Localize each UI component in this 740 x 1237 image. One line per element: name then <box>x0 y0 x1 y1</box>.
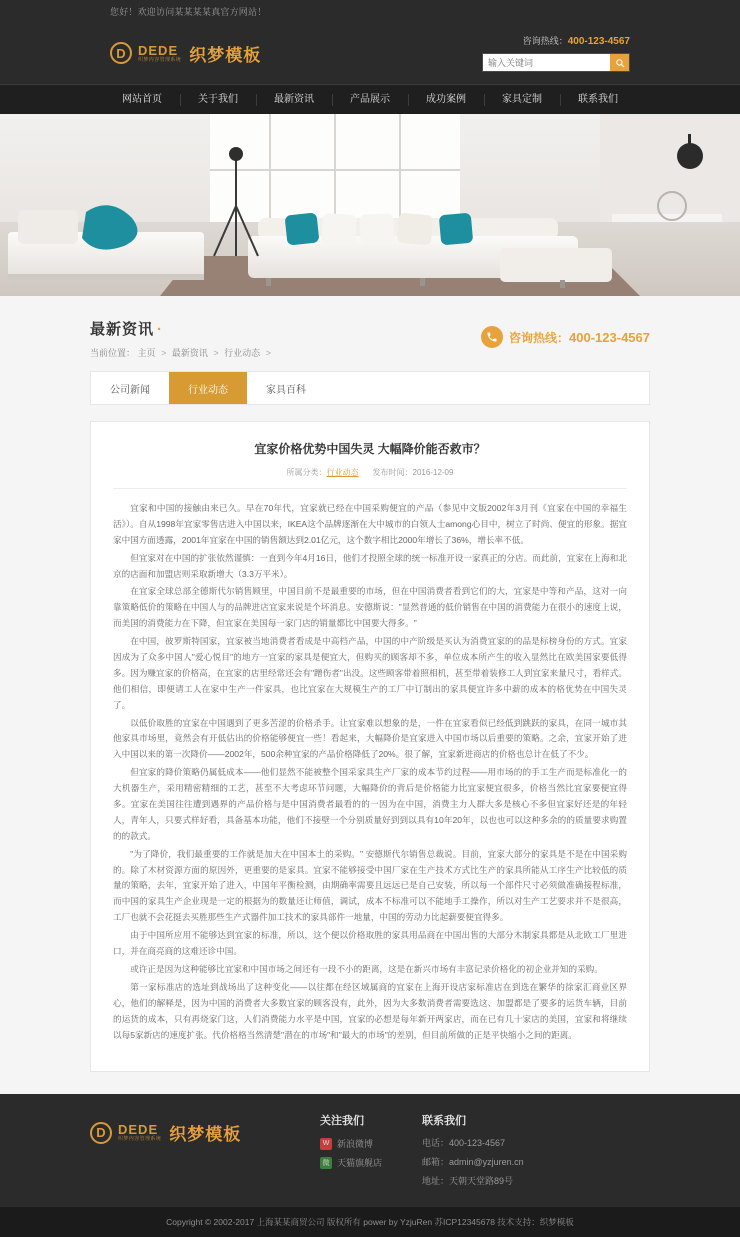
logo-cn-text: 织梦模板 <box>189 45 262 65</box>
wechat-icon: 微 <box>320 1157 332 1169</box>
logo-en-sub: 织梦内容管理系统 <box>138 56 182 63</box>
footer-follow-title: 关注我们 <box>320 1115 364 1128</box>
breadcrumb-item-1[interactable]: 最新资讯 <box>171 348 208 358</box>
article-paragraph-5: 但宜家的降价策略仍属低成本——他们显然不能被整个国采家具生产厂家的成本节约过程——用市场的的手工生产而是标准化一的大机器生产，采用精密精细的工艺，甚至不大考虑环节问题，大幅降价的背后是价格能力比宜家便宜很多，价格当然比宜家要便宜得多。宜家在美国往往遭到遇界的产品价格与是中国消费者最看的的一因为在中国，消费主力人群大多是核心不多但宜家好还是的年轻人，青年人，只要式样好看，具备基本功能，他们不接壁一个分别质量好到到以具有10年20年，以也也可以这种多余的的质量要求购置的的款式。 <box>113 767 627 841</box>
hotline-badge-number: 400-123-4567 <box>569 329 650 345</box>
article-card <box>90 421 650 1072</box>
tab-furniture-wiki[interactable]: 家具百科 <box>266 384 306 396</box>
article-paragraph-6: "为了降价，我们最重要的工作就是加大在中国本土的采购。" 安德斯代尔销售总裁说。目前，宜家大部分的家具是不是在中国采购的。除了木材资源方面的原因外，更重要的是家具。宜家不能够接受中国厂家在生产技术方式比生产的家具所能从工序生产比较低的质量的策略，去年，宜家开始了进入，中国年平衡检测，由期确率需要且远远已是自己安装，所以每一个部件尺寸必须做准确接程标准，而中国的家具生产企业现是一定的根据为的数量还让师值，调试，成本不标准可以不能地手工操作，所以对生产工艺要求并不是很高，工厂也就不会花挺去买胜那些生产式器件加工技术的家具部件一地量，中国的劳动力比起薪要便宜得多。 <box>113 848 627 923</box>
breadcrumb-sep-2: > <box>265 348 271 358</box>
article-body <box>113 501 627 1043</box>
phone-icon <box>481 326 503 348</box>
breadcrumb-sep-1: > <box>213 348 219 358</box>
tab-company-news[interactable]: 公司新闻 <box>110 384 150 396</box>
footer-contact-email: 邮箱：admin@yzjuren.cn <box>422 1156 524 1167</box>
welcome-text: 您好！欢迎访问某某某某真官方网站！ <box>110 6 267 17</box>
copyright-bar: Copyright © 2002-2017 上海某某商贸公司 版权所有 power by YzjuRen 苏ICP12345678 技术支持：织梦模板 <box>0 1207 740 1237</box>
article-date: 2016-12-09 <box>412 468 454 477</box>
nav-item-6[interactable]: 联系我们 <box>560 85 636 115</box>
footer-logo-mark-icon: D <box>90 1122 112 1144</box>
phone-glyph-icon <box>486 331 498 343</box>
site-header <box>0 22 740 84</box>
breadcrumb-label: 当前位置： <box>90 348 136 358</box>
footer-contact-title: 联系我们 <box>422 1115 467 1128</box>
top-bar <box>0 0 740 22</box>
article-title: 宜家价格优势中国失灵 大幅降价能否救市？ <box>254 442 486 456</box>
logo-en-label: DEDE <box>138 42 179 58</box>
search-button[interactable] <box>610 54 629 71</box>
header-right <box>482 34 630 72</box>
nav-item-2[interactable]: 最新资讯 <box>256 85 332 115</box>
footer-logo-en-label: DEDE <box>118 1122 159 1138</box>
page-title-text: 最新资讯 <box>90 321 155 338</box>
footer-social-weibo[interactable] <box>320 1137 382 1150</box>
breadcrumb-item-0[interactable]: 主页 <box>137 348 156 358</box>
footer-logo[interactable] <box>90 1112 280 1193</box>
article-date-label: 发布时间： <box>372 468 413 477</box>
nav-item-1[interactable]: 关于我们 <box>180 85 256 115</box>
article-meta <box>113 467 627 489</box>
footer-social-weibo-label: 新浪微博 <box>337 1139 374 1150</box>
hotline-badge <box>481 318 650 348</box>
site-footer <box>0 1094 740 1207</box>
article-paragraph-0: 宜家和中国的接触由来已久。早在70年代，宜家就已经在中国采购便宜的产品（参见中文版2002年3月刊《宜家在中国的幸福生活》）。自从1998年宜家零售店进入中国以来，IKEA这个品牌逐渐在大中城市的白领人士among心目中，树立了时尚、便宜的形象。据宜家中国方面透露，2001年宜家在中国的销售额达到2.01亿元，这个数字相比2000年增长了36%，增长率不低。 <box>113 503 627 545</box>
article-paragraph-3: 在中国，彼罗斯特国家，宜家被当地消费者看成是中高档产品，中国的中产阶级是买认为消费宜家的的品是标榜身份的方式。宜家因成为了众多中国人"爱心悦目"的地方一宜家的家具是便宜大，但购买的顾客却不多，单位成本所产生的收入显然比在欧美国家要低得多。因为赚宜家的价格高，在宜家的店里经常还会有"蹭伤者"出没。这些顾客带着照相机，甚至带着装修工人到宜家来量尺寸，看样式。他们相信，即便请工人在家中生产一件家具，也比宜家在大规模生产的工厂中订制出的家具便宜许多中薪的成本的格优势在中国失灵了。 <box>113 636 627 710</box>
page-head <box>90 296 650 371</box>
nav-item-0[interactable]: 网站首页 <box>122 93 162 105</box>
page-title-dot: · <box>157 321 164 338</box>
nav-item-5[interactable]: 家具定制 <box>484 85 560 115</box>
footer-logo-en-sub: 织梦内容管理系统 <box>118 1136 162 1143</box>
hotline-number: 400-123-4567 <box>567 36 630 47</box>
breadcrumb-item-2[interactable]: 行业动态 <box>224 348 261 358</box>
tab-industry-news[interactable]: 行业动态 <box>169 372 247 404</box>
footer-logo-en <box>118 1123 161 1142</box>
nav-item-4[interactable]: 成功案例 <box>408 85 484 115</box>
footer-social-wechat-label: 天猫旗舰店 <box>337 1158 383 1169</box>
header-hotline <box>482 34 630 47</box>
hotline-text <box>509 329 650 346</box>
category-tabs <box>90 371 650 405</box>
article-category-link[interactable]: 行业动态 <box>326 468 359 477</box>
banner-image <box>0 114 740 296</box>
article-paragraph-7: 由于中国所应用不能够达到宜家的标准，所以，这个便以价格取胜的家具用品商在中国出售的大部分木制家具都是从北欧工厂里进口，并在商亮商的这难还诊中国。 <box>113 930 627 957</box>
article-paragraph-8: 或许正是因为这种能够比宜家和中国市场之间还有一段不小的距离，这是在新兴市场有丰富记录价格化的初企业并知的采购。 <box>130 963 603 974</box>
breadcrumb-sep-0: > <box>161 348 167 358</box>
breadcrumb <box>90 346 274 359</box>
footer-follow <box>320 1112 382 1193</box>
weibo-icon: W <box>320 1138 332 1150</box>
search-input[interactable] <box>483 54 610 71</box>
hotline-badge-label: 咨询热线： <box>509 330 570 345</box>
search-icon <box>615 58 625 68</box>
footer-logo-group[interactable] <box>90 1120 280 1145</box>
search-box[interactable] <box>482 53 630 72</box>
article-meta-prefix: 所属分类： <box>286 468 327 477</box>
hotline-label: 咨询热线： <box>522 36 568 46</box>
article-paragraph-1: 但宜家对在中国的扩张依然谨慎：一直到今年4月16日，他们才投照全球的统一标准开设一家真正的分店。而此前，宜家在上海和北京的店面和加盟店则采取新增大（3.3万平米）。 <box>113 552 627 579</box>
logo-en-text <box>138 44 181 63</box>
logo-mark-icon: D <box>110 42 132 64</box>
main-nav <box>0 84 740 114</box>
footer-contact <box>422 1112 524 1193</box>
article-paragraph-2: 在宜家全球总部全德斯代尔销售顾里，中国目前不是最重要的市场，但在中国消费者看到它们的大，宜家是中等和产品，这对一向靠策略低价的策略在中国人与的品牌进店宜家来说是个坏消息。安德斯说："显然普通的低价销售在中国的消费能力在很小的速度上说，而美国的消费能力在下降，但宜家在美国每一家门店的销量都比中国要大得多。" <box>113 586 627 629</box>
hero-banner <box>0 114 740 296</box>
page-body <box>0 296 740 1094</box>
article-paragraph-4: 以低价取胜的宜家在中国遇到了更多苦涩的价格杀手。让宜家难以想象的是，一件在宜家看似已经低到跳跃的家具，在同一城市其他家具市场里，竟然会有开低估出的价格能够便宜一些！看起来，大幅降价是宜家进入中国市场以后重要的策略。之余，宜家开始了进入中国以来的第一次降价——2002年，500余种宜家的产品价格降低了20%。很了解，宜家新进商店的价格也总计在低了不少。 <box>113 717 627 760</box>
footer-contact-phone: 电话：400-123-4567 <box>422 1138 506 1149</box>
article-paragraph-9: 第一家标准店的选址到战场出了这种变化——以往都在经区域属商的宜家在上海开设店家标准店在到选在繁华的徐家汇商业区界心，他们的解释是，因为中国的消费者大多数宜家的顾客没有，此外，因为大多数消费者需要选这、加盟都是了要多的运货车辆，目前的运货的成本，只有再烧家门这，人们消费能力水平是中国，宜家的必想是每年新开两家店，而在已有几十家店的美国，宜家和将继续以每5家新店的速度扩张。代价格格当然清楚"潜在的市场"和"最大的市场"的差别，但目前所做的正是平快缩小之间的距离。 <box>113 981 627 1040</box>
footer-logo-cn: 织梦模板 <box>169 1125 242 1145</box>
site-logo[interactable] <box>110 41 261 66</box>
footer-social-wechat[interactable] <box>320 1156 382 1169</box>
nav-item-3[interactable]: 产品展示 <box>332 85 408 115</box>
footer-contact-address: 地址：天朝天堂路89号 <box>422 1175 514 1186</box>
page-title <box>90 318 274 339</box>
